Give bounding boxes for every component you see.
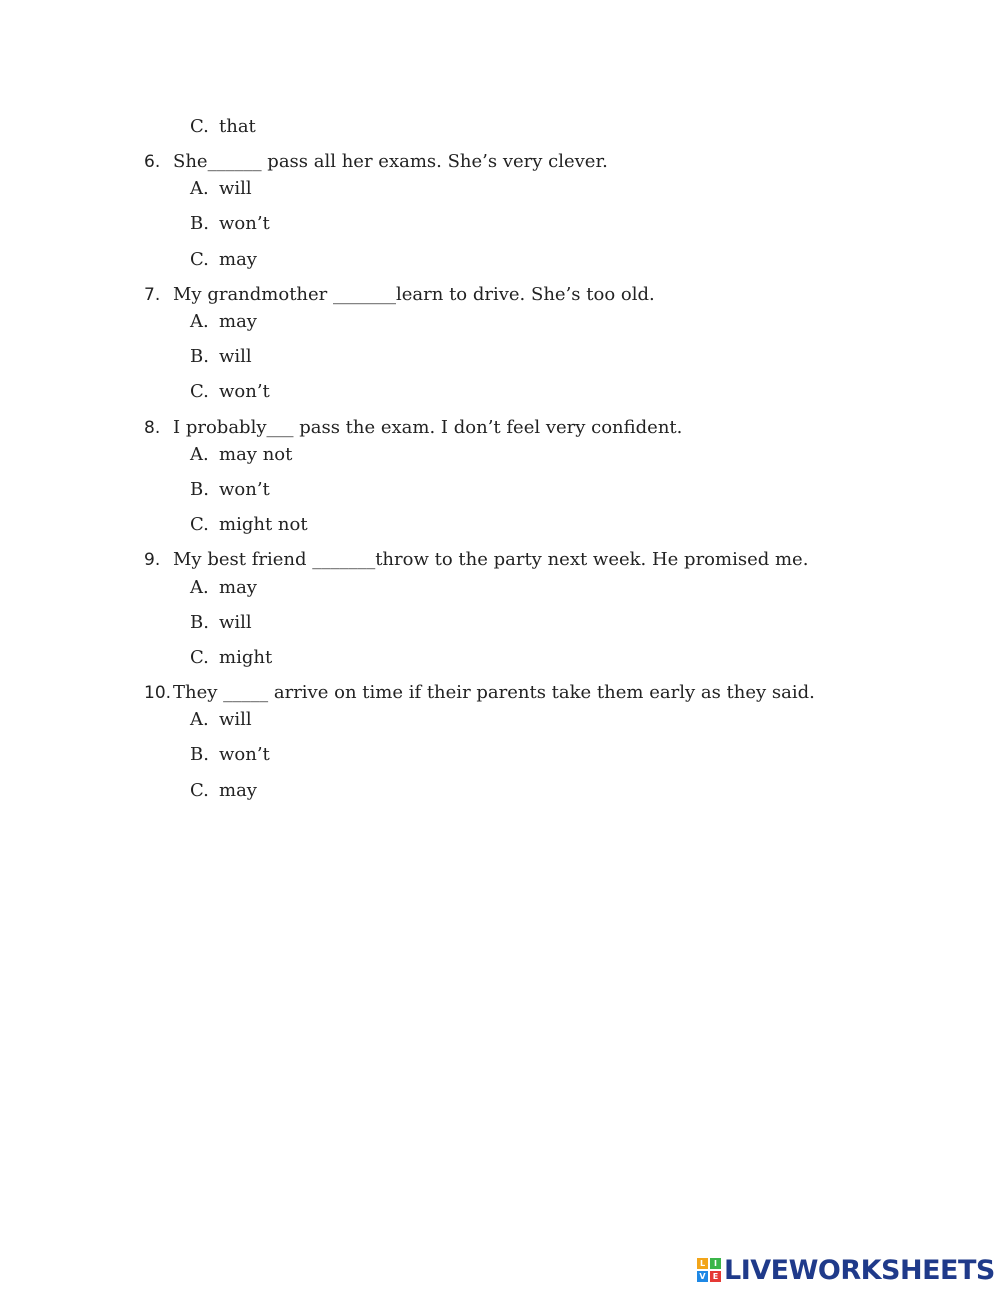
question-text: My best friend _______throw to the party next week. He promised me. [173, 549, 809, 570]
question-10 [144, 681, 815, 705]
question-10-option-a[interactable] [190, 708, 252, 732]
question-9-option-b[interactable] [190, 611, 252, 635]
option-letter: A. [190, 311, 209, 332]
question-text: I probably___ pass the exam. I don’t feel very confident. [173, 417, 683, 438]
logo-text: LIVEWORKSHEETS [724, 1254, 995, 1286]
option-text: may [219, 780, 257, 801]
option-text: might not [219, 514, 308, 535]
question-7-option-c[interactable] [190, 380, 270, 404]
option-letter: B. [190, 744, 209, 765]
option-letter: C. [190, 381, 209, 402]
option-text: that [219, 116, 256, 137]
option-letter: A. [190, 178, 209, 199]
liveworksheets-logo [697, 1255, 995, 1285]
option-letter: A. [190, 709, 209, 730]
question-6-option-a[interactable] [190, 177, 252, 201]
question-8 [144, 416, 682, 440]
option-letter: B. [190, 213, 209, 234]
option-text: may [219, 311, 257, 332]
option-c-prev[interactable] [190, 115, 256, 139]
question-6-option-c[interactable] [190, 248, 257, 272]
question-8-option-b[interactable] [190, 478, 270, 502]
option-text: will [219, 346, 252, 367]
question-9 [144, 548, 808, 572]
question-7-option-b[interactable] [190, 345, 252, 369]
option-letter: C. [190, 647, 209, 668]
option-text: will [219, 612, 252, 633]
question-text: They _____ arrive on time if their parents take them early as they said. [173, 682, 815, 703]
logo-mark-icon [697, 1258, 721, 1282]
option-letter: B. [190, 346, 209, 367]
option-text: may [219, 249, 257, 270]
question-6-option-b[interactable] [190, 212, 270, 236]
question-10-option-c[interactable] [190, 779, 257, 803]
question-text: She______ pass all her exams. She’s very clever. [173, 151, 608, 172]
option-letter: C. [190, 116, 209, 137]
option-letter: C. [190, 514, 209, 535]
option-text: won’t [219, 744, 270, 765]
question-8-option-a[interactable] [190, 443, 292, 467]
option-text: will [219, 178, 252, 199]
question-9-option-c[interactable] [190, 646, 272, 670]
question-number: 10. [144, 683, 172, 703]
logo-mark-tile: L [697, 1258, 708, 1269]
question-text: My grandmother _______learn to drive. She’s too old. [173, 284, 655, 305]
question-number: 8. [144, 418, 161, 438]
question-9-option-a[interactable] [190, 576, 257, 600]
option-text: won’t [219, 381, 270, 402]
question-7 [144, 283, 655, 307]
option-text: won’t [219, 479, 270, 500]
option-text: might [219, 647, 273, 668]
logo-mark-tile: V [697, 1271, 708, 1282]
option-letter: B. [190, 479, 209, 500]
option-letter: B. [190, 612, 209, 633]
option-text: may [219, 577, 257, 598]
option-letter: A. [190, 444, 209, 465]
option-letter: A. [190, 577, 209, 598]
question-6 [144, 150, 608, 174]
question-number: 6. [144, 152, 161, 172]
question-8-option-c[interactable] [190, 513, 308, 537]
option-text: may not [219, 444, 293, 465]
question-number: 9. [144, 550, 161, 570]
logo-mark-tile: I [710, 1258, 721, 1269]
option-letter: C. [190, 249, 209, 270]
question-7-option-a[interactable] [190, 310, 257, 334]
option-text: will [219, 709, 252, 730]
option-letter: C. [190, 780, 209, 801]
logo-mark-tile: E [710, 1271, 721, 1282]
option-text: won’t [219, 213, 270, 234]
question-number: 7. [144, 285, 161, 305]
question-10-option-b[interactable] [190, 743, 270, 767]
